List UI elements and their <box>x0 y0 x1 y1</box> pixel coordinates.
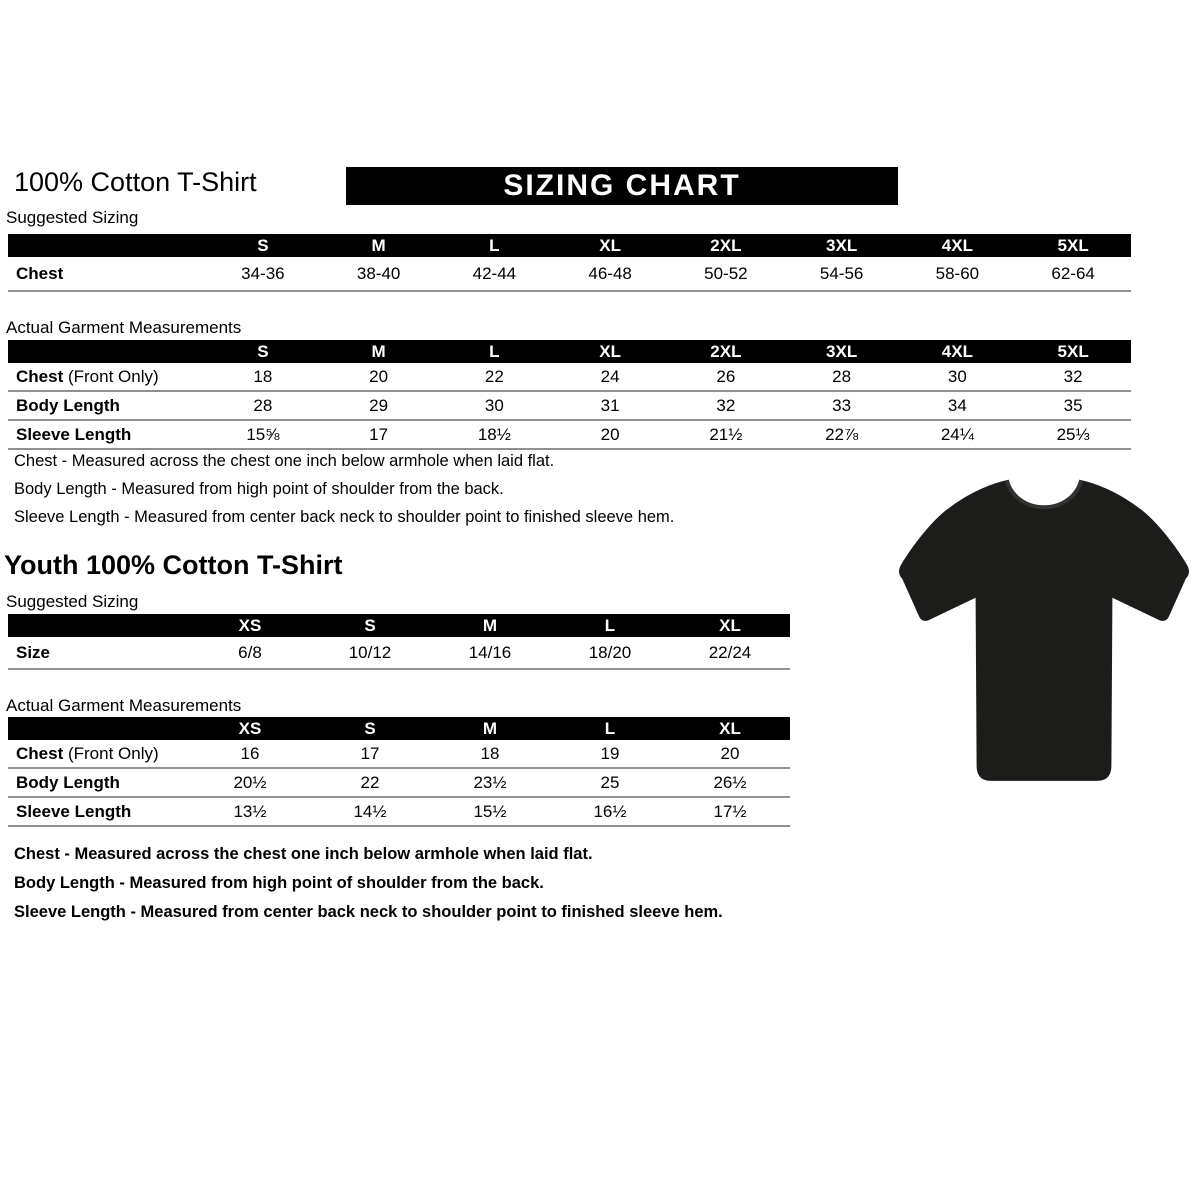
table-row <box>8 421 1131 450</box>
adult-actual-table <box>8 340 1131 450</box>
value-cell: 42-44 <box>472 263 517 283</box>
column-header: XL <box>599 341 621 361</box>
youth-note-body-length: Body Length - Measured from high point of shoulder from the back. <box>14 874 544 892</box>
value-cell: 25⅓ <box>1056 424 1090 444</box>
value-cell: 30 <box>484 395 504 415</box>
table-row <box>8 740 790 769</box>
value-cell: 17 <box>369 424 389 444</box>
value-cell: 46-48 <box>588 263 632 283</box>
adult-suggested-table <box>8 234 1131 292</box>
column-header: S <box>257 235 269 255</box>
value-cell: 26½ <box>713 772 747 792</box>
table-row <box>8 363 1131 392</box>
value-cell: 35 <box>1063 395 1083 415</box>
value-cell: 34 <box>947 395 967 415</box>
adult-note-chest: Chest - Measured across the chest one inch below armhole when laid flat. <box>14 452 555 470</box>
column-header: S <box>257 341 269 361</box>
column-header: XS <box>238 615 262 635</box>
column-header: L <box>604 718 616 738</box>
youth-suggested-table <box>8 614 790 670</box>
table-row <box>8 798 790 827</box>
value-cell: 62-64 <box>1051 263 1095 283</box>
value-cell: 34-36 <box>241 263 285 283</box>
column-header: S <box>364 615 376 635</box>
table-row <box>8 637 790 670</box>
value-cell: 18 <box>253 366 273 386</box>
value-cell: 15⅝ <box>246 424 280 444</box>
value-cell: 31 <box>600 395 620 415</box>
value-cell: 17½ <box>713 801 747 821</box>
column-header: XS <box>238 718 262 738</box>
column-header: 4XL <box>941 235 973 255</box>
adult-note-body-length: Body Length - Measured from high point of shoulder from the back. <box>14 480 504 498</box>
column-header: M <box>371 235 386 255</box>
adult-actual-label: Actual Garment Measurements <box>6 318 242 337</box>
column-header: L <box>489 341 500 361</box>
value-cell: 24 <box>600 366 620 386</box>
value-cell: 14/16 <box>468 642 512 662</box>
value-cell: 22⅞ <box>825 424 859 444</box>
table-row <box>8 257 1131 292</box>
value-cell: 13½ <box>233 801 267 821</box>
table-header-row <box>8 717 790 740</box>
column-header: XL <box>719 615 741 635</box>
value-cell: 38-40 <box>356 263 401 283</box>
row-label: Chest <box>16 263 64 283</box>
value-cell: 22 <box>484 366 504 386</box>
column-header: L <box>489 235 500 255</box>
column-header: 3XL <box>826 341 858 361</box>
youth-actual-label: Actual Garment Measurements <box>6 696 242 715</box>
column-header: 2XL <box>710 235 742 255</box>
value-cell: 26 <box>716 366 736 386</box>
value-cell: 21½ <box>709 424 743 444</box>
column-header: 5XL <box>1057 341 1089 361</box>
value-cell: 20½ <box>233 772 267 792</box>
column-header: M <box>371 341 386 361</box>
value-cell: 15½ <box>473 801 507 821</box>
column-header: S <box>364 718 376 738</box>
value-cell: 54-56 <box>819 263 864 283</box>
value-cell: 32 <box>1063 366 1083 386</box>
column-header: L <box>604 615 616 635</box>
value-cell: 16½ <box>593 801 627 821</box>
youth-title: Youth 100% Cotton T-Shirt <box>4 550 343 580</box>
row-label: Body Length <box>16 772 120 792</box>
table-row <box>8 392 1131 421</box>
value-cell: 25 <box>600 772 620 792</box>
youth-note-sleeve-length: Sleeve Length - Measured from center back neck to shoulder point to finished sleeve hem. <box>14 903 723 921</box>
value-cell: 20 <box>720 743 740 763</box>
tshirt-silhouette <box>899 480 1189 781</box>
value-cell: 58-60 <box>935 263 980 283</box>
column-header: 3XL <box>826 235 858 255</box>
value-cell: 16 <box>240 743 260 763</box>
row-label: Size <box>16 642 51 662</box>
value-cell: 33 <box>832 395 852 415</box>
adult-suggested-label: Suggested Sizing <box>6 208 139 227</box>
row-label: Chest (Front Only) <box>16 366 159 386</box>
value-cell: 10/12 <box>348 642 392 662</box>
value-cell: 19 <box>600 743 620 763</box>
value-cell: 28 <box>832 366 852 386</box>
sizing-chart-banner: SIZING CHART <box>346 167 898 205</box>
value-cell: 20 <box>600 424 620 444</box>
row-label: Body Length <box>16 395 120 415</box>
table-header-row <box>8 340 1131 363</box>
column-header: 2XL <box>710 341 742 361</box>
value-cell: 18/20 <box>588 642 632 662</box>
value-cell: 18½ <box>477 424 511 444</box>
column-header: M <box>482 615 498 635</box>
adult-title: 100% Cotton T-Shirt <box>14 167 257 197</box>
value-cell: 14½ <box>353 801 387 821</box>
column-header: 5XL <box>1057 235 1089 255</box>
value-cell: 30 <box>947 366 967 386</box>
youth-actual-table <box>8 717 790 827</box>
row-label: Sleeve Length <box>16 424 132 444</box>
youth-note-chest: Chest - Measured across the chest one inch below armhole when laid flat. <box>14 845 593 863</box>
value-cell: 22/24 <box>708 642 752 662</box>
column-header: XL <box>599 235 621 255</box>
row-label: Chest (Front Only) <box>16 743 159 763</box>
value-cell: 50-52 <box>704 263 748 283</box>
value-cell: 20 <box>369 366 389 386</box>
row-label: Sleeve Length <box>16 801 132 821</box>
table-row <box>8 769 790 798</box>
value-cell: 28 <box>253 395 273 415</box>
value-cell: 29 <box>369 395 389 415</box>
table-header-row <box>8 234 1131 257</box>
table-header-row <box>8 614 790 637</box>
youth-suggested-label: Suggested Sizing <box>6 592 139 611</box>
column-header: 4XL <box>941 341 973 361</box>
value-cell: 24¼ <box>940 424 974 444</box>
column-header: XL <box>719 718 741 738</box>
value-cell: 22 <box>360 772 380 792</box>
value-cell: 18 <box>480 743 500 763</box>
value-cell: 32 <box>716 395 736 415</box>
column-header: M <box>482 718 498 738</box>
value-cell: 6/8 <box>238 642 262 662</box>
value-cell: 23½ <box>473 772 507 792</box>
tshirt-image <box>893 466 1195 808</box>
adult-note-sleeve-length: Sleeve Length - Measured from center back neck to shoulder point to finished sleeve hem. <box>14 508 675 526</box>
value-cell: 17 <box>360 743 380 763</box>
